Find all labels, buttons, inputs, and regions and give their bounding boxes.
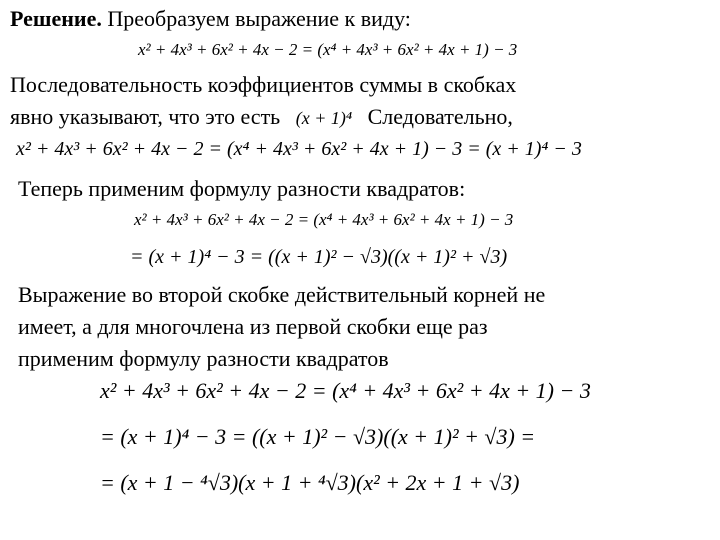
equation-7: = (x + 1 − ⁴√3)(x + 1 + ⁴√3)(x² + 2x + 1 + √3) — [100, 470, 520, 495]
paragraph-3-line-1: Выражение во второй скобке действительный корней не — [18, 282, 546, 307]
paragraph-1-line-1: Последовательность коэффициентов суммы в скобках — [10, 72, 517, 97]
solution-label: Решение. — [10, 6, 102, 31]
intro-line — [10, 6, 411, 32]
inline-formula: (x + 1)⁴ — [295, 108, 353, 128]
paragraph-1-line-2-end: Следовательно, — [367, 104, 513, 129]
equation-3: x² + 4x³ + 6x² + 4x − 2 = (x⁴ + 4x³ + 6x² + 4x + 1) − 3 — [134, 210, 514, 229]
equation-2: x² + 4x³ + 6x² + 4x − 2 = (x⁴ + 4x³ + 6x² + 4x + 1) − 3 = (x + 1)⁴ − 3 — [16, 138, 582, 160]
intro-text: Преобразуем выражение к виду: — [101, 6, 411, 31]
equation-4: = (x + 1)⁴ − 3 = ((x + 1)² − √3)((x + 1)² + √3) — [130, 246, 508, 268]
paragraph-2: Теперь применим формулу разности квадратов: — [18, 176, 466, 201]
equation-5: x² + 4x³ + 6x² + 4x − 2 = (x⁴ + 4x³ + 6x² + 4x + 1) − 3 — [100, 378, 591, 403]
paragraph-1-line-2 — [10, 104, 513, 131]
paragraph-3-line-2: имеет, а для многочлена из первой скобки еще раз — [18, 314, 488, 339]
paragraph-3-line-3: применим формулу разности квадратов — [18, 346, 389, 371]
equation-6: = (x + 1)⁴ − 3 = ((x + 1)² − √3)((x + 1)² + √3) = — [100, 424, 536, 449]
equation-1: x² + 4x³ + 6x² + 4x − 2 = (x⁴ + 4x³ + 6x² + 4x + 1) − 3 — [138, 40, 518, 59]
paragraph-1-line-2-start: явно указывают, что это есть — [10, 104, 281, 129]
